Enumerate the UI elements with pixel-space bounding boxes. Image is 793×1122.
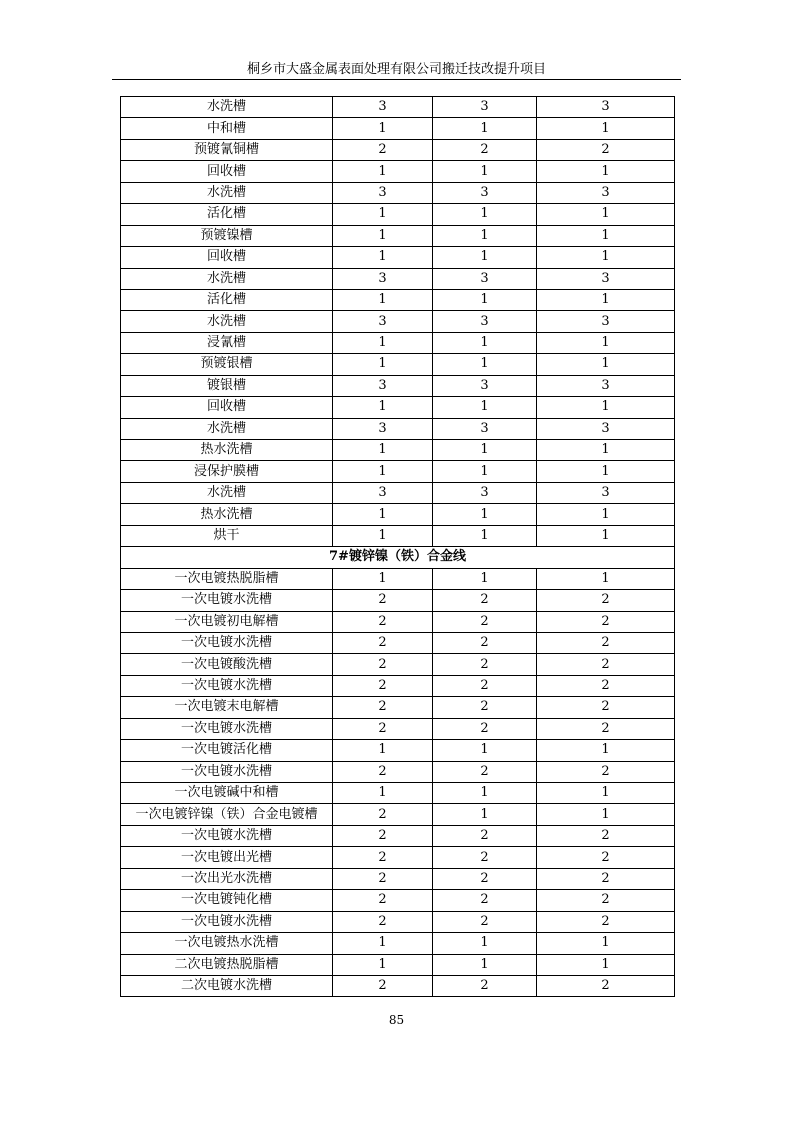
count-cell: 2 [537,632,675,653]
count-cell: 1 [333,161,433,182]
count-cell: 1 [433,933,537,954]
count-cell: 2 [333,761,433,782]
count-cell: 3 [333,268,433,289]
count-cell: 1 [433,354,537,375]
tank-name-cell: 热水洗槽 [121,504,333,525]
count-cell: 2 [333,590,433,611]
tank-name-cell: 一次电镀水洗槽 [121,590,333,611]
count-cell: 1 [433,504,537,525]
count-cell: 2 [433,825,537,846]
count-cell: 1 [537,289,675,310]
count-cell: 1 [433,247,537,268]
tank-name-cell: 一次电镀初电解槽 [121,611,333,632]
table-row [121,954,675,975]
table-row [121,675,675,696]
count-cell: 1 [333,247,433,268]
table-row [121,632,675,653]
count-cell: 2 [537,697,675,718]
count-cell: 2 [333,847,433,868]
count-cell: 1 [537,118,675,139]
count-cell: 2 [537,718,675,739]
count-cell: 1 [433,440,537,461]
count-cell: 2 [333,139,433,160]
count-cell: 1 [333,332,433,353]
count-cell: 1 [537,504,675,525]
table-row [121,354,675,375]
count-cell: 1 [333,461,433,482]
count-cell: 1 [433,161,537,182]
count-cell: 1 [537,440,675,461]
header-divider [112,79,681,80]
tank-name-cell: 一次电镀酸洗槽 [121,654,333,675]
count-cell: 1 [537,568,675,589]
tank-name-cell: 热水洗槽 [121,440,333,461]
count-cell: 1 [433,740,537,761]
tank-name-cell: 二次电镀水洗槽 [121,975,333,996]
table-row [121,911,675,932]
count-cell: 2 [333,632,433,653]
count-cell: 1 [433,525,537,546]
count-cell: 3 [333,482,433,503]
tank-name-cell: 一次电镀碱中和槽 [121,783,333,804]
count-cell: 3 [433,418,537,439]
count-cell: 2 [433,675,537,696]
count-cell: 1 [333,783,433,804]
tank-name-cell: 一次电镀水洗槽 [121,632,333,653]
count-cell: 1 [433,118,537,139]
count-cell: 2 [433,911,537,932]
tank-name-cell: 一次电镀热脱脂槽 [121,568,333,589]
table-row [121,740,675,761]
table-row [121,268,675,289]
equipment-table-body [121,97,675,997]
table-row [121,504,675,525]
count-cell: 1 [537,954,675,975]
count-cell: 1 [537,783,675,804]
count-cell: 2 [537,890,675,911]
count-cell: 1 [333,568,433,589]
count-cell: 2 [333,975,433,996]
count-cell: 2 [537,868,675,889]
table-row [121,697,675,718]
count-cell: 1 [433,289,537,310]
count-cell: 1 [537,740,675,761]
tank-name-cell: 浸保护膜槽 [121,461,333,482]
tank-name-cell: 活化槽 [121,289,333,310]
tank-name-cell: 一次电镀出光槽 [121,847,333,868]
count-cell: 2 [537,611,675,632]
table-row [121,332,675,353]
tank-name-cell: 中和槽 [121,118,333,139]
count-cell: 2 [333,868,433,889]
tank-name-cell: 一次电镀水洗槽 [121,718,333,739]
count-cell: 1 [537,525,675,546]
count-cell: 3 [433,311,537,332]
count-cell: 3 [537,268,675,289]
count-cell: 1 [537,204,675,225]
tank-name-cell: 一次电镀锌镍（铁）合金电镀槽 [121,804,333,825]
count-cell: 1 [537,933,675,954]
tank-name-cell: 预镀镍槽 [121,225,333,246]
table-row [121,590,675,611]
tank-name-cell: 一次电镀钝化槽 [121,890,333,911]
tank-name-cell: 一次电镀末电解槽 [121,697,333,718]
count-cell: 1 [433,397,537,418]
count-cell: 2 [537,675,675,696]
table-row [121,461,675,482]
count-cell: 3 [333,375,433,396]
count-cell: 2 [433,654,537,675]
count-cell: 3 [333,97,433,118]
count-cell: 3 [433,482,537,503]
count-cell: 1 [537,354,675,375]
tank-name-cell: 一次电镀水洗槽 [121,675,333,696]
count-cell: 1 [333,289,433,310]
table-row [121,654,675,675]
count-cell: 2 [333,654,433,675]
table-row [121,611,675,632]
table-row [121,868,675,889]
count-cell: 3 [537,482,675,503]
count-cell: 1 [537,247,675,268]
table-row [121,890,675,911]
table-row [121,804,675,825]
table-row [121,825,675,846]
count-cell: 2 [333,697,433,718]
count-cell: 1 [433,204,537,225]
count-cell: 3 [333,311,433,332]
count-cell: 2 [433,611,537,632]
tank-name-cell: 水洗槽 [121,311,333,332]
count-cell: 2 [537,590,675,611]
count-cell: 1 [333,225,433,246]
count-cell: 1 [537,397,675,418]
count-cell: 3 [537,97,675,118]
count-cell: 2 [433,868,537,889]
table-row [121,975,675,996]
table-row [121,182,675,203]
table-row [121,204,675,225]
count-cell: 2 [333,675,433,696]
count-cell: 1 [333,525,433,546]
count-cell: 3 [433,182,537,203]
table-row [121,225,675,246]
tank-name-cell: 烘干 [121,525,333,546]
count-cell: 2 [333,718,433,739]
count-cell: 2 [537,139,675,160]
count-cell: 2 [537,847,675,868]
tank-name-cell: 水洗槽 [121,482,333,503]
tank-name-cell: 一次电镀热水洗槽 [121,933,333,954]
tank-name-cell: 浸氰槽 [121,332,333,353]
count-cell: 3 [333,418,433,439]
tank-name-cell: 回收槽 [121,397,333,418]
count-cell: 2 [537,975,675,996]
count-cell: 2 [433,697,537,718]
tank-name-cell: 一次出光水洗槽 [121,868,333,889]
count-cell: 2 [333,825,433,846]
tank-name-cell: 一次电镀水洗槽 [121,761,333,782]
count-cell: 1 [333,933,433,954]
table-row [121,440,675,461]
tank-name-cell: 水洗槽 [121,97,333,118]
count-cell: 2 [433,847,537,868]
table-row [121,311,675,332]
tank-name-cell: 水洗槽 [121,418,333,439]
equipment-table [120,96,675,997]
table-row [121,161,675,182]
count-cell: 1 [333,397,433,418]
count-cell: 3 [537,418,675,439]
count-cell: 3 [537,375,675,396]
table-row [121,247,675,268]
count-cell: 2 [433,139,537,160]
table-row [121,933,675,954]
section-title: 7#镀锌镍（铁）合金线 [121,547,675,568]
table-row [121,568,675,589]
table-row [121,847,675,868]
table-row [121,118,675,139]
table-row [121,375,675,396]
count-cell: 2 [433,718,537,739]
count-cell: 3 [333,182,433,203]
table-row [121,397,675,418]
count-cell: 1 [537,804,675,825]
count-cell: 3 [433,268,537,289]
count-cell: 1 [333,740,433,761]
tank-name-cell: 回收槽 [121,161,333,182]
tank-name-cell: 水洗槽 [121,268,333,289]
count-cell: 3 [537,182,675,203]
count-cell: 1 [537,332,675,353]
tank-name-cell: 一次电镀水洗槽 [121,825,333,846]
count-cell: 2 [537,825,675,846]
count-cell: 2 [433,590,537,611]
count-cell: 2 [333,911,433,932]
count-cell: 1 [433,461,537,482]
count-cell: 3 [537,311,675,332]
tank-name-cell: 二次电镀热脱脂槽 [121,954,333,975]
table-row [121,783,675,804]
count-cell: 1 [537,161,675,182]
table-row [121,482,675,503]
count-cell: 1 [433,954,537,975]
count-cell: 1 [537,461,675,482]
count-cell: 1 [433,804,537,825]
table-row [121,97,675,118]
table-row [121,139,675,160]
tank-name-cell: 回收槽 [121,247,333,268]
count-cell: 2 [433,890,537,911]
count-cell: 1 [333,204,433,225]
tank-name-cell: 预镀氰铜槽 [121,139,333,160]
count-cell: 2 [537,911,675,932]
count-cell: 1 [433,225,537,246]
count-cell: 1 [537,225,675,246]
count-cell: 1 [433,568,537,589]
count-cell: 2 [433,975,537,996]
count-cell: 1 [433,783,537,804]
count-cell: 3 [433,375,537,396]
count-cell: 2 [433,632,537,653]
count-cell: 1 [333,354,433,375]
page-number: 85 [388,1013,405,1027]
count-cell: 1 [333,954,433,975]
table-row [121,418,675,439]
section-row [121,547,675,568]
count-cell: 2 [333,890,433,911]
count-cell: 1 [433,332,537,353]
table-row [121,525,675,546]
table-row [121,289,675,310]
count-cell: 1 [333,440,433,461]
page-header: 桐乡市大盛金属表面处理有限公司搬迁技改提升项目 [246,62,546,77]
table-row [121,761,675,782]
tank-name-cell: 一次电镀活化槽 [121,740,333,761]
count-cell: 2 [537,654,675,675]
count-cell: 1 [333,118,433,139]
tank-name-cell: 镀银槽 [121,375,333,396]
count-cell: 3 [433,97,537,118]
tank-name-cell: 一次电镀水洗槽 [121,911,333,932]
table-row [121,718,675,739]
count-cell: 2 [537,761,675,782]
tank-name-cell: 活化槽 [121,204,333,225]
count-cell: 2 [433,761,537,782]
tank-name-cell: 水洗槽 [121,182,333,203]
count-cell: 2 [333,804,433,825]
count-cell: 2 [333,611,433,632]
tank-name-cell: 预镀银槽 [121,354,333,375]
count-cell: 1 [333,504,433,525]
